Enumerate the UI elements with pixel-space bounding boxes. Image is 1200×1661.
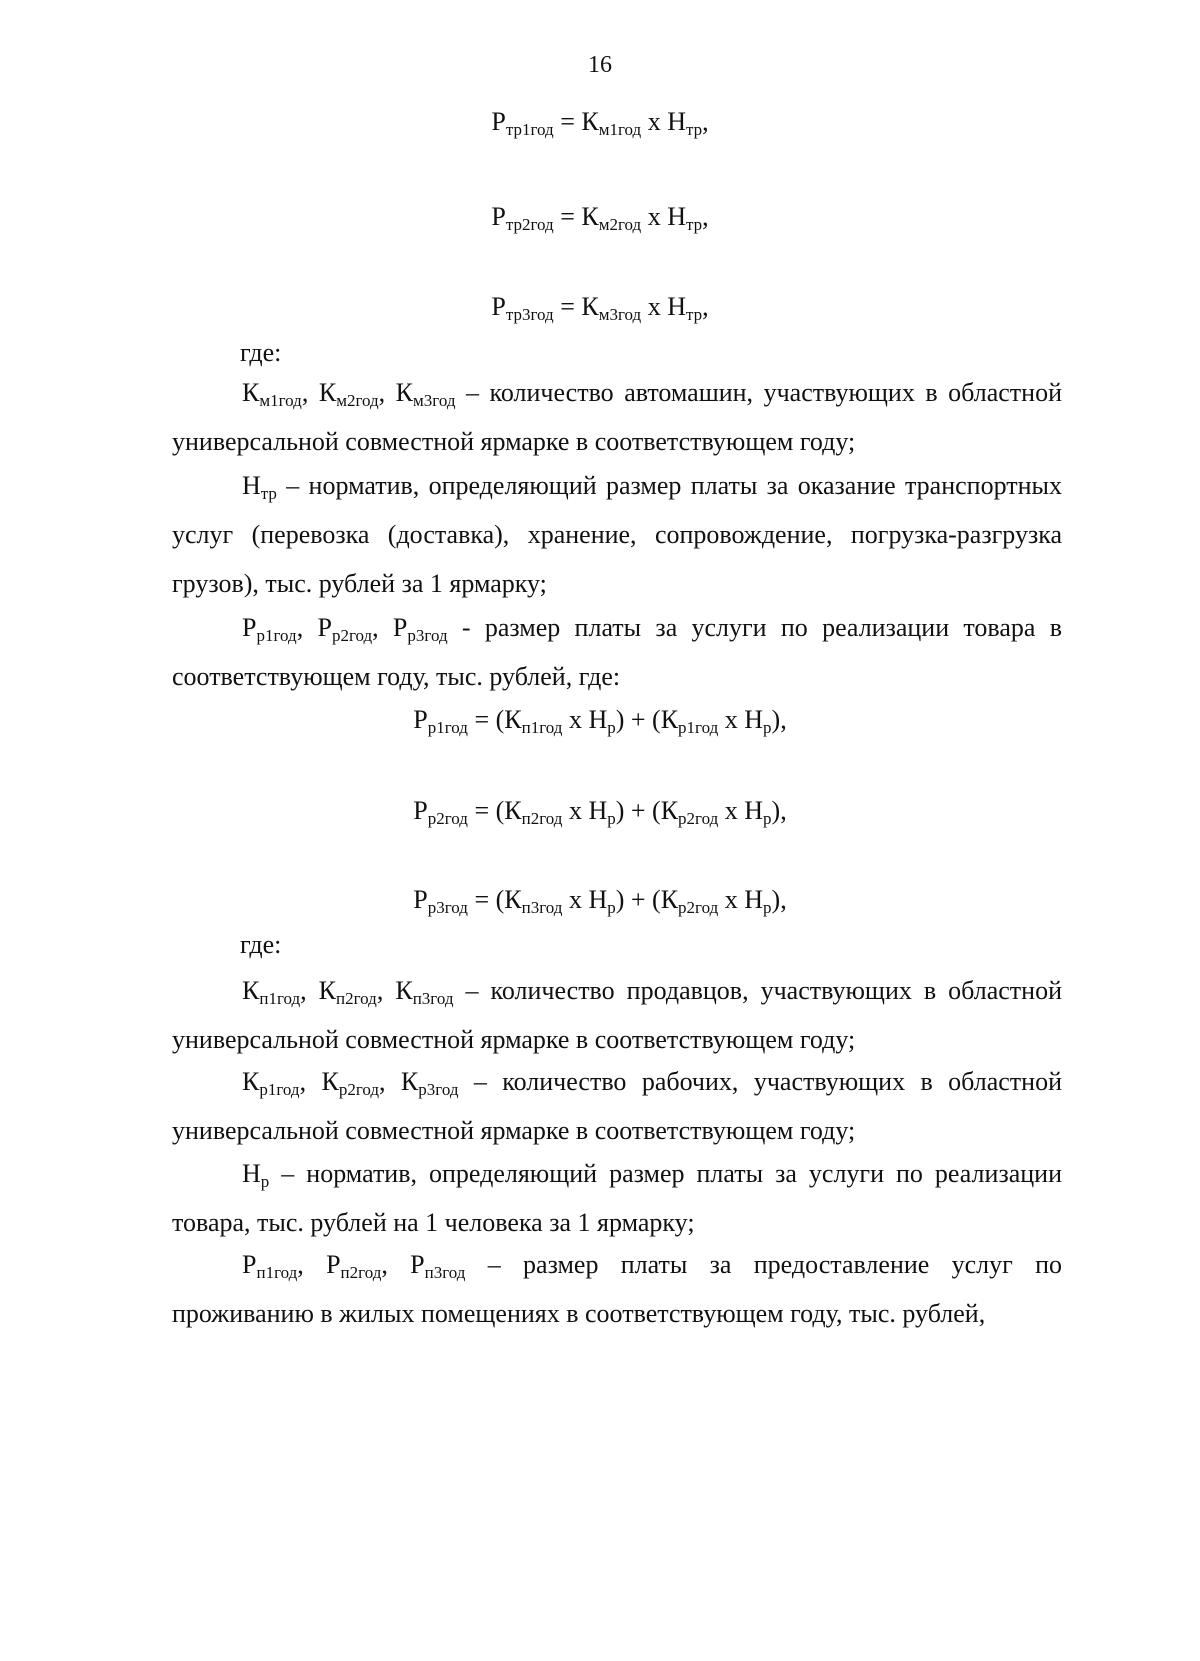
paragraph-worker-count: $К_{р1год}$, $К_{р2год}$, $К_{р3год}$ – количество рабочих, участвующих в областной универсальной совместной ярмарке в соответствующем году;	[172, 1067, 1063, 1145]
page-number: 16	[588, 52, 612, 78]
paragraph-accommodation-fee: $Р_{п1год}$, $Р_{п2год}$, $Р_{п3год}$ – размер платы за предоставление услуг по проживанию в жилых помещениях в соответствующем году, тыс. рублей,	[172, 1250, 1062, 1328]
where-label-2: где:	[240, 930, 282, 959]
paragraph-seller-count: $К_{п1год}$, $К_{п2год}$, $К_{п3год}$ – количество продавцов, участвующих в областной универсальной совместной ярмарке в соответствующем году;	[172, 976, 1062, 1054]
formula-sales-3: $Р_{р3год} = (К_{п3год}$ х $Н_р) + (К_{р2год}$ х $Н_р$),	[413, 885, 787, 917]
formula-transport-2: $Р_{тр2год} = К_{м2год}$ х $Н_{тр}$,	[491, 202, 709, 234]
formula-transport-1: $Р_{тр1год} = К_{м1год}$ х $Н_{тр}$,	[491, 107, 709, 139]
paragraph-sales-norm: $Н_р$ – норматив, определяющий размер платы за услуги по реализации товара, тыс. рублей на 1 человека за 1 ярмарку;	[172, 1159, 1062, 1237]
formula-sales-2: $Р_{р2год} = (К_{п2год}$ х $Н_р) + (К_{р2год}$ х $Н_р$),	[413, 796, 787, 828]
formula-sales-1: $Р_{р1год} = (К_{п1год}$ х $Н_р) + (К_{р1год}$ х $Н_р$),	[413, 705, 787, 737]
formula-transport-3: $Р_{тр3год} = К_{м3год}$ х $Н_{тр}$,	[491, 292, 709, 324]
where-label-1: где:	[240, 338, 282, 367]
paragraph-sales-fee: $Р_{р1год}$, $Р_{р2год}$, $Р_{р3год}$ - размер платы за услуги по реализации товара в соответствующем году, тыс. рублей, где:	[172, 613, 1063, 691]
paragraph-transport-norm: $Н_{тр}$ – норматив, определяющий размер платы за оказание транспортных услуг (перевозка (доставка), хранение, сопровождение, погрузка-разгрузка грузов), тыс. рублей за 1 ярмарку;	[172, 471, 1062, 598]
paragraph-vehicle-count: $К_{м1год}$, $К_{м2год}$, $К_{м3год}$ – количество автомашин, участвующих в областной универсальной совместной ярмарке в соответствующем году;	[172, 378, 1062, 456]
